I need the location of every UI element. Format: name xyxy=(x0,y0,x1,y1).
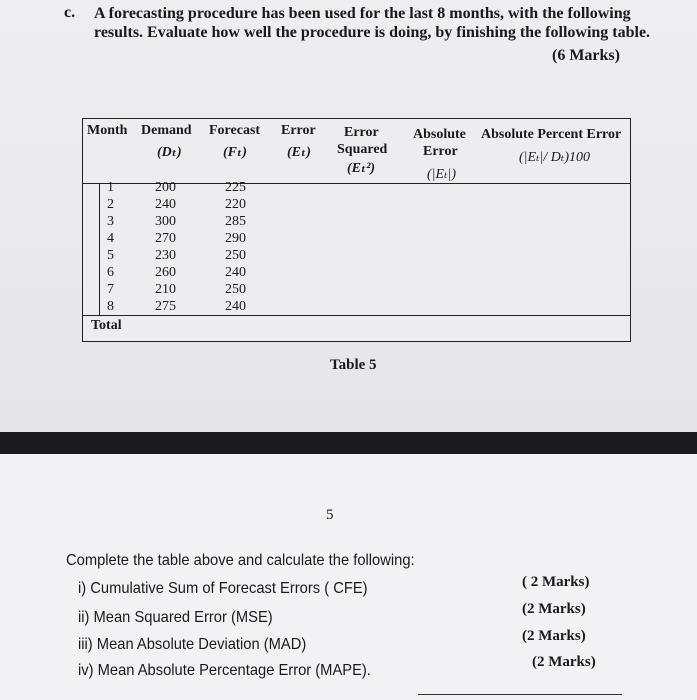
total-label: Total xyxy=(91,318,122,333)
month-cell: 5 xyxy=(107,248,114,263)
question-letter: c. xyxy=(64,4,76,21)
header-absolute-error-l2: Error xyxy=(423,144,458,159)
demand-cell: 275 xyxy=(155,299,176,314)
forecast-cell: 220 xyxy=(225,197,246,212)
forecast-cell: 285 xyxy=(225,214,246,229)
header-absolute-percent-error: Absolute Percent Error xyxy=(481,127,622,142)
task-mape-marks: (2 Marks) xyxy=(532,654,596,670)
month-cell: 8 xyxy=(107,299,114,314)
task-mad-marks: (2 Marks) xyxy=(522,628,586,644)
demand-cell: 200 xyxy=(155,180,176,195)
page-gap-band xyxy=(0,432,697,454)
question-marks: (6 Marks) xyxy=(552,47,620,64)
demand-cell: 230 xyxy=(155,248,176,263)
month-cell: 2 xyxy=(107,197,114,212)
header-demand-symbol: (Dₜ) xyxy=(157,145,182,160)
header-month: Month xyxy=(87,123,128,138)
forecast-cell: 240 xyxy=(225,265,246,280)
task-cfe-marks: ( 2 Marks) xyxy=(522,574,590,590)
demand-cell: 270 xyxy=(155,231,176,246)
header-absolute-percent-error-symbol: (|Eₜ|/ Dₜ)100 xyxy=(519,150,590,165)
forecast-cell: 250 xyxy=(225,248,246,263)
demand-cell: 260 xyxy=(155,265,176,280)
question-text: A forecasting procedure has been used for the last 8 months, with the following results. Evaluate how well the procedure is doing, by finishing the following table. xyxy=(94,5,651,41)
header-error-symbol: (Eₜ) xyxy=(287,145,311,160)
total-divider xyxy=(83,315,630,316)
header-error: Error xyxy=(281,123,316,138)
task-mse: ii) Mean Squared Error (MSE) xyxy=(78,609,273,626)
header-absolute-error-symbol: (|Eₜ|) xyxy=(427,167,457,182)
month-cell: 6 xyxy=(107,265,114,280)
forecast-table xyxy=(82,118,631,342)
header-forecast-symbol: (Fₜ) xyxy=(223,145,247,160)
month-column-divider xyxy=(99,183,100,315)
header-forecast: Forecast xyxy=(209,123,261,138)
task-mse-marks: (2 Marks) xyxy=(522,601,586,617)
bottom-divider xyxy=(418,694,622,695)
header-demand: Demand xyxy=(141,123,192,138)
month-cell: 3 xyxy=(107,214,114,229)
instructions-intro: Complete the table above and calculate the following: xyxy=(66,552,415,569)
demand-cell: 210 xyxy=(155,282,176,297)
lower-page xyxy=(0,454,697,700)
page-number: 5 xyxy=(326,507,334,523)
demand-cell: 240 xyxy=(155,197,176,212)
forecast-cell: 225 xyxy=(225,180,246,195)
task-mape: iv) Mean Absolute Percentage Error (MAPE). xyxy=(78,662,371,679)
header-error-squared-l1: Error xyxy=(344,125,379,140)
demand-cell: 300 xyxy=(155,214,176,229)
month-cell: 1 xyxy=(107,180,114,195)
forecast-cell: 290 xyxy=(225,231,246,246)
header-absolute-error-l1: Absolute xyxy=(413,127,466,142)
month-cell: 4 xyxy=(107,231,114,246)
table-caption: Table 5 xyxy=(330,357,377,373)
month-cell: 7 xyxy=(107,282,114,297)
task-mad: iii) Mean Absolute Deviation (MAD) xyxy=(78,636,307,653)
header-error-squared-l2: Squared xyxy=(337,142,388,157)
header-error-squared-symbol: (Eₜ²) xyxy=(347,161,376,176)
forecast-cell: 250 xyxy=(225,282,246,297)
task-cfe: i) Cumulative Sum of Forecast Errors ( CFE) xyxy=(78,580,368,597)
forecast-cell: 240 xyxy=(225,299,246,314)
